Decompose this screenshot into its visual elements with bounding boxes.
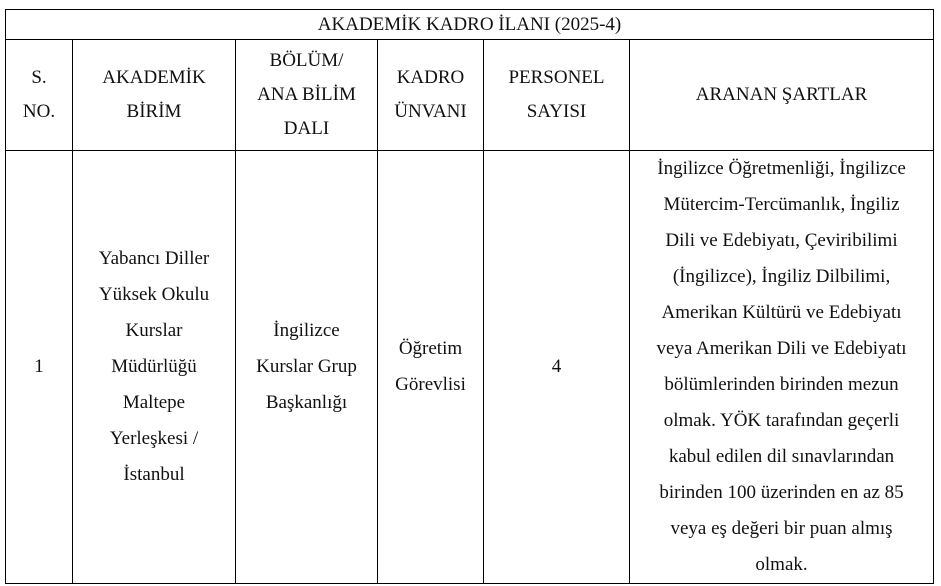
cell-department <box>236 151 378 584</box>
cell-line: Görevlisi <box>395 374 466 395</box>
header-academic-unit-text <box>102 61 205 129</box>
cell-line: Kurslar <box>125 320 183 341</box>
cell-line: ANA BİLİM <box>257 84 356 105</box>
cell-staff-count-text <box>552 349 562 385</box>
header-staff-count <box>484 40 630 151</box>
cell-line: AKADEMİK <box>102 67 206 88</box>
cell-line: Dili ve Edebiyatı, Çeviribilimi <box>665 230 898 251</box>
header-academic-unit <box>73 40 236 151</box>
cell-line: Kurslar Grup <box>256 356 357 377</box>
cell-line: S. <box>31 67 47 88</box>
header-staff-count-text <box>508 61 604 129</box>
cell-line: olmak. <box>755 554 808 575</box>
cell-line: İngilizce Öğretmenliği, İngilizce <box>657 158 906 179</box>
cell-line: kabul edilen dil sınavlarından <box>668 446 895 467</box>
cell-sno <box>6 151 73 584</box>
cell-line: ARANAN ŞARTLAR <box>695 84 868 105</box>
header-sno-text <box>23 61 55 129</box>
cell-department-text <box>256 313 357 421</box>
cell-line: Maltepe <box>122 392 186 413</box>
cell-line: İngilizce <box>273 320 340 341</box>
cell-line: ÜNVANI <box>394 101 467 122</box>
academic-staff-announcement-table <box>5 9 934 584</box>
cell-academic-unit <box>73 151 236 584</box>
cell-line: (İngilizce), İngiliz Dilbilimi, <box>672 266 891 287</box>
table-title-row <box>6 10 934 40</box>
cell-line: Başkanlığı <box>265 392 348 413</box>
cell-sno-text <box>34 349 44 385</box>
cell-line: BİRİM <box>126 101 182 122</box>
table-title: AKADEMİK KADRO İLANI (2025-4) <box>6 10 934 40</box>
cell-staff-count <box>484 151 630 584</box>
cell-requirements-text <box>656 151 906 583</box>
cell-line: SAYISI <box>526 101 587 122</box>
header-requirements-text <box>696 78 867 112</box>
cell-line: veya eş değeri bir puan almış <box>670 518 893 539</box>
cell-line: Yüksek Okulu <box>98 284 210 305</box>
header-requirements <box>630 40 934 151</box>
cell-requirements <box>630 151 934 584</box>
cell-line: veya Amerikan Dili ve Edebiyatı <box>656 338 907 359</box>
cell-line: DALI <box>283 118 330 139</box>
cell-line: KADRO <box>396 67 465 88</box>
cell-line: bölümlerinden birinden mezun <box>664 374 899 395</box>
cell-line: Amerikan Kültürü ve Edebiyatı <box>661 302 902 323</box>
cell-academic-unit-text <box>99 241 209 493</box>
cell-line: olmak. YÖK tarafından geçerli <box>663 410 900 431</box>
cell-line: İstanbul <box>123 464 185 485</box>
header-position-title-text <box>394 61 466 129</box>
table-row <box>6 151 934 584</box>
cell-line: Mütercim-Tercümanlık, İngiliz <box>663 194 900 215</box>
cell-line: PERSONEL <box>508 67 605 88</box>
header-sno <box>6 40 73 151</box>
cell-line: birinden 100 üzerinden en az 85 <box>659 482 904 503</box>
cell-position-title-text <box>395 331 466 403</box>
cell-line: Öğretim <box>398 338 463 359</box>
header-department-text <box>257 44 356 146</box>
cell-line: 4 <box>551 356 562 377</box>
cell-line: BÖLÜM/ <box>269 50 344 71</box>
cell-position-title <box>378 151 484 584</box>
cell-line: 1 <box>34 356 44 377</box>
cell-line: Yabancı Diller <box>98 248 210 269</box>
cell-line: Müdürlüğü <box>111 356 197 377</box>
cell-line: Yerleşkesi / <box>109 428 199 449</box>
table-header-row <box>6 40 934 151</box>
cell-line: NO. <box>22 101 56 122</box>
header-department <box>236 40 378 151</box>
header-position-title <box>378 40 484 151</box>
